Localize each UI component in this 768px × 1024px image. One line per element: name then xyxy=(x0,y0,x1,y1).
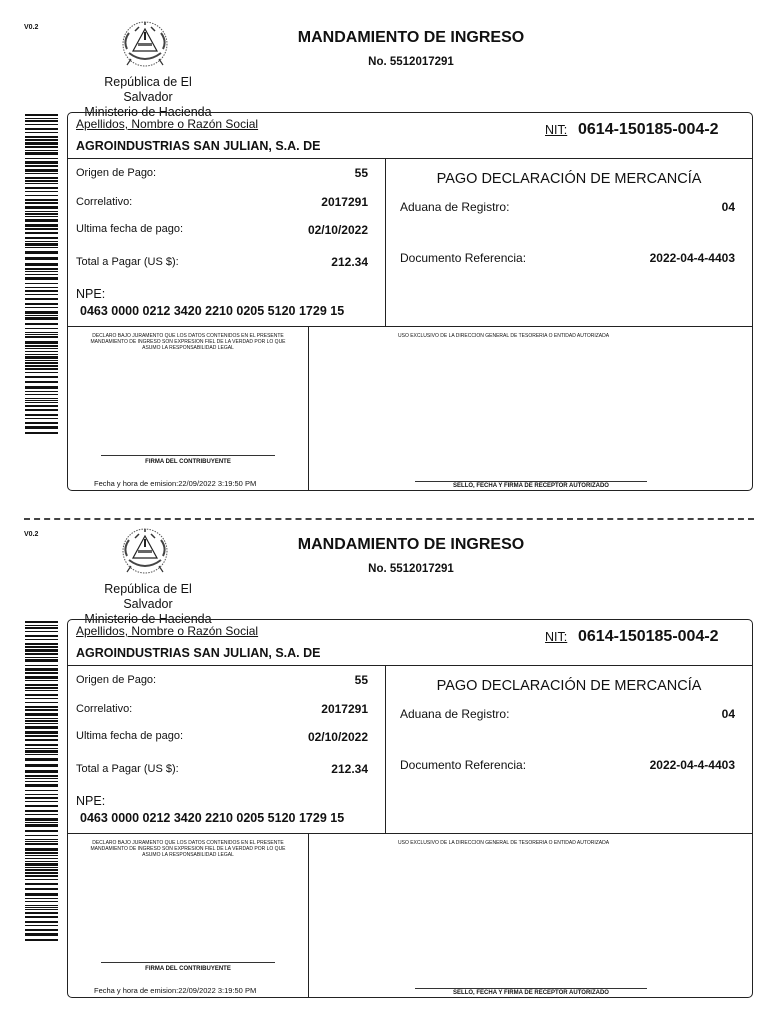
nit-label: NIT: xyxy=(545,123,568,137)
receptor-signature-line xyxy=(415,481,647,482)
total-value: 212.34 xyxy=(331,762,368,776)
signature-line xyxy=(101,455,275,456)
npe-value: 0463 0000 0212 3420 2210 0205 5120 1729 15 xyxy=(80,811,345,825)
form-divider xyxy=(68,326,752,327)
taxpayer-name-label: Apellidos, Nombre o Razón Social xyxy=(76,624,259,638)
total-value: 212.34 xyxy=(331,255,368,269)
ultima-fecha-label: Ultima fecha de pago: xyxy=(76,223,184,235)
receptor-label: SELLO, FECHA Y FIRMA DE RECEPTOR AUTORIZADO xyxy=(453,990,609,996)
form-divider xyxy=(308,326,309,490)
document-number-label: No. xyxy=(368,563,387,575)
ultima-fecha-value: 02/10/2022 xyxy=(307,223,368,237)
taxpayer-name: AGROINDUSTRIAS SAN JULIAN, S.A. DE xyxy=(76,139,321,153)
barcode-icon xyxy=(25,621,58,942)
document-title: MANDAMIENTO DE INGRESO xyxy=(297,29,525,46)
taxpayer-name: AGROINDUSTRIAS SAN JULIAN, S.A. DE xyxy=(76,646,321,660)
oath-text: DECLARO BAJO JURAMENTO QUE LOS DATOS CONTENIDOS EN EL PRESENTE MANDAMIENTO DE INGRESO SON EXPRESION FIEL DE LA VERDAD POR LO QUE ASUMO LA RESPONSABILIDAD LEGAL xyxy=(90,333,286,351)
aduana-value: 04 xyxy=(721,707,735,721)
mandamiento-copy-2 xyxy=(0,507,768,1012)
document-number-label: No. xyxy=(368,56,387,68)
documento-label: Documento Referencia: xyxy=(400,251,527,265)
npe-label: NPE: xyxy=(76,794,106,808)
oath-text: DECLARO BAJO JURAMENTO QUE LOS DATOS CONTENIDOS EN EL PRESENTE MANDAMIENTO DE INGRESO SON EXPRESION FIEL DE LA VERDAD POR LO QUE ASUMO LA RESPONSABILIDAD LEGAL xyxy=(90,840,286,858)
exclusive-use-text: USO EXCLUSIVO DE LA DIRECCION GENERAL DE TESORERIA O ENTIDAD AUTORIZADA xyxy=(398,840,610,846)
total-label: Total a Pagar (US $): xyxy=(76,256,179,268)
correlativo-value: 2017291 xyxy=(321,702,368,716)
nit-value: 0614-150185-004-2 xyxy=(578,121,719,138)
correlativo-value: 2017291 xyxy=(321,195,368,209)
payment-form-box xyxy=(67,619,753,998)
documento-label: Documento Referencia: xyxy=(400,758,527,772)
npe-label: NPE: xyxy=(76,287,106,301)
form-divider xyxy=(308,833,309,997)
documento-value: 2022-04-4-4403 xyxy=(649,758,735,772)
payment-form-box xyxy=(67,112,753,491)
receptor-signature-line xyxy=(415,988,647,989)
origen-value: 55 xyxy=(354,673,368,687)
declaration-title: PAGO DECLARACIÓN DE MERCANCÍA xyxy=(436,678,702,694)
ultima-fecha-label: Ultima fecha de pago: xyxy=(76,730,184,742)
nit-value: 0614-150185-004-2 xyxy=(578,628,719,645)
version-label: V0.2 xyxy=(24,24,39,31)
aduana-label: Aduana de Registro: xyxy=(400,200,510,214)
exclusive-use-text: USO EXCLUSIVO DE LA DIRECCION GENERAL DE TESORERIA O ENTIDAD AUTORIZADA xyxy=(398,333,610,339)
total-label: Total a Pagar (US $): xyxy=(76,763,179,775)
coat-of-arms-icon xyxy=(117,19,173,69)
document-title: MANDAMIENTO DE INGRESO xyxy=(297,536,525,553)
republic-label: República de El Salvador xyxy=(104,75,192,104)
aduana-label: Aduana de Registro: xyxy=(400,707,510,721)
receptor-label: SELLO, FECHA Y FIRMA DE RECEPTOR AUTORIZADO xyxy=(453,483,609,489)
correlativo-label: Correlativo: xyxy=(76,196,133,208)
emission-datetime: Fecha y hora de emision:22/09/2022 3:19:50 PM xyxy=(94,986,257,995)
barcode-icon xyxy=(25,114,58,435)
origen-value: 55 xyxy=(354,166,368,180)
origen-label: Origen de Pago: xyxy=(76,674,157,686)
signature-line xyxy=(101,962,275,963)
document-number-value: 5512017291 xyxy=(389,56,454,68)
document-number-value: 5512017291 xyxy=(389,563,454,575)
ministry-label: Ministerio de Hacienda xyxy=(84,105,212,119)
coat-of-arms-icon xyxy=(117,526,173,576)
ultima-fecha-value: 02/10/2022 xyxy=(307,730,368,744)
mandamiento-copy-1 xyxy=(0,0,768,505)
aduana-value: 04 xyxy=(721,200,735,214)
signature-label: FIRMA DEL CONTRIBUYENTE xyxy=(145,459,231,465)
version-label: V0.2 xyxy=(24,531,39,538)
document-number xyxy=(200,56,622,68)
form-divider xyxy=(68,158,752,159)
document-number xyxy=(200,563,622,575)
declaration-title: PAGO DECLARACIÓN DE MERCANCÍA xyxy=(436,171,702,187)
republic-label: República de El Salvador xyxy=(104,582,192,611)
documento-value: 2022-04-4-4403 xyxy=(649,251,735,265)
origen-label: Origen de Pago: xyxy=(76,167,157,179)
npe-value: 0463 0000 0212 3420 2210 0205 5120 1729 15 xyxy=(80,304,345,318)
nit-label: NIT: xyxy=(545,630,568,644)
taxpayer-name-label: Apellidos, Nombre o Razón Social xyxy=(76,117,259,131)
ministry-label: Ministerio de Hacienda xyxy=(84,612,212,626)
form-divider xyxy=(68,833,752,834)
signature-label: FIRMA DEL CONTRIBUYENTE xyxy=(145,966,231,972)
form-divider xyxy=(68,665,752,666)
correlativo-label: Correlativo: xyxy=(76,703,133,715)
emission-datetime: Fecha y hora de emision:22/09/2022 3:19:50 PM xyxy=(94,479,257,488)
